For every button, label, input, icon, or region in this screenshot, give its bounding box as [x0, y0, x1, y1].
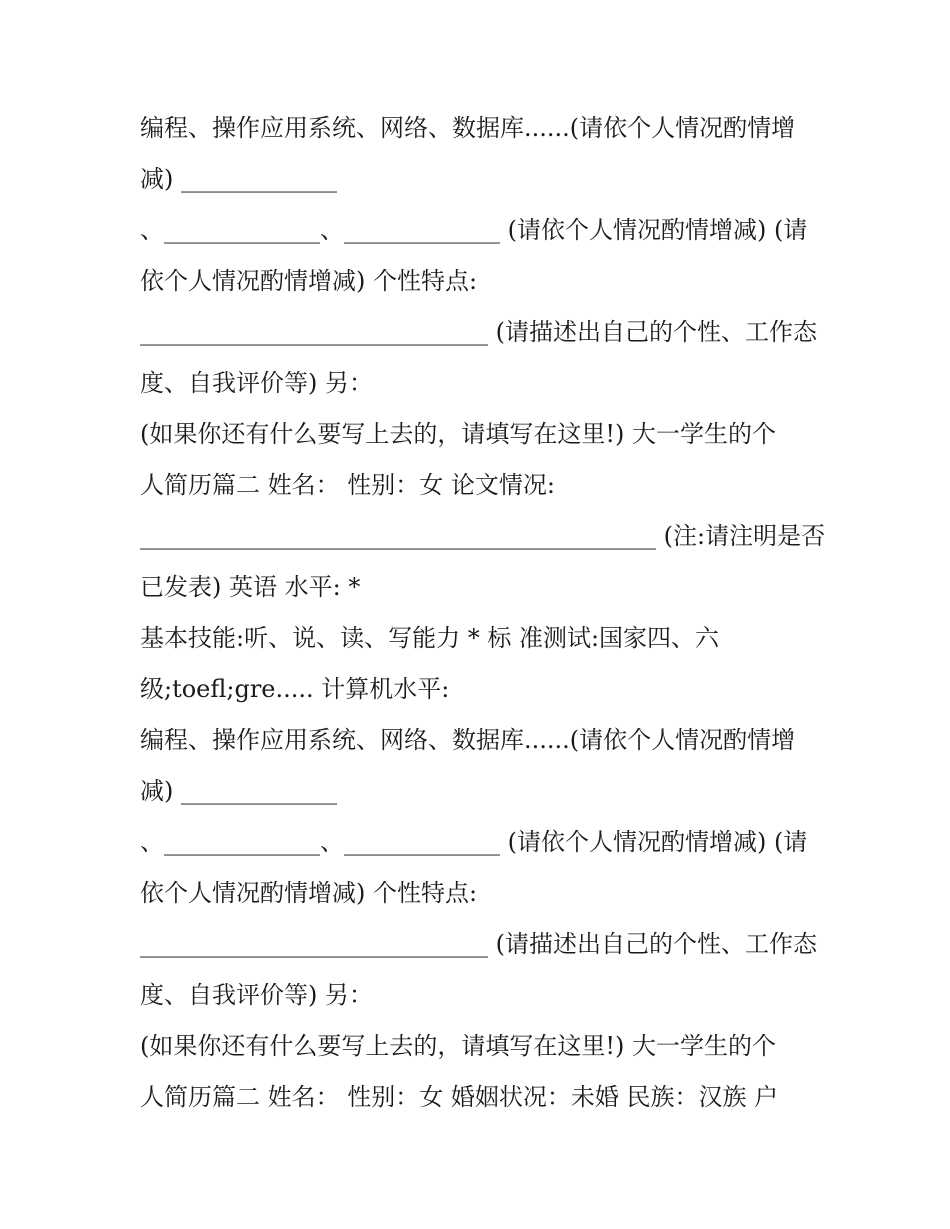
text-line: _____________________________ (请描述出自己的个性、工作态 — [140, 318, 817, 346]
text-line: 编程、操作应用系统、网络、数据库......(请依个人情况酌情增 — [140, 726, 796, 754]
text-line: (如果你还有什么要写上去的，请填写在这里!) 大一学生的个 — [140, 420, 776, 448]
text-line: 度、自我评价等) 另： — [140, 369, 373, 397]
text-line: 依个人情况酌情增减) 个性特点: — [140, 267, 478, 295]
text-line: 、_____________、_____________ (请依个人情况酌情增减) (请 — [140, 828, 808, 856]
text-line: 基本技能:听、说、读、写能力 * 标 准测试:国家四、六 — [140, 624, 720, 652]
text-line: 减) _____________ — [140, 165, 337, 193]
text-line: ___________________________________________ (注:请注明是否 — [140, 522, 826, 550]
text-line: 编程、操作应用系统、网络、数据库......(请依个人情况酌情增 — [140, 114, 796, 142]
document-body — [140, 103, 826, 1123]
text-line: 人简历篇二 姓名： 性别：女 婚姻状况：未婚 民族：汉族 户 — [140, 1083, 779, 1111]
text-line: 度、自我评价等) 另： — [140, 981, 373, 1009]
text-line: (如果你还有什么要写上去的，请填写在这里!) 大一学生的个 — [140, 1032, 776, 1060]
text-line: 依个人情况酌情增减) 个性特点: — [140, 879, 478, 907]
text-line: 已发表) 英语 水平: * — [140, 573, 361, 601]
text-line: 减) _____________ — [140, 777, 337, 805]
text-line: _____________________________ (请描述出自己的个性、工作态 — [140, 930, 817, 958]
text-line: 级;toefl;gre..... 计算机水平: — [140, 675, 450, 703]
text-line: 、_____________、_____________ (请依个人情况酌情增减) (请 — [140, 216, 808, 244]
text-line: 人简历篇二 姓名： 性别：女 论文情况: — [140, 471, 555, 499]
